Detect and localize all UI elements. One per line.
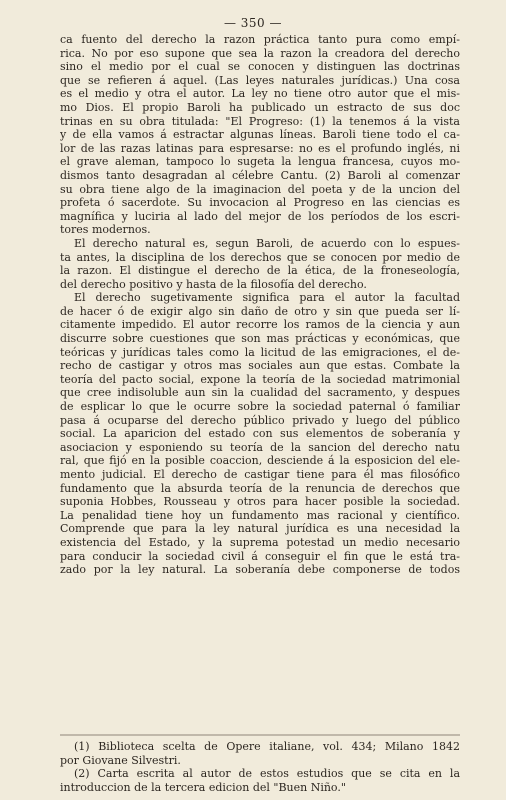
text-line: dismos tanto desagradan al célebre Cantu. (2) Baroli al comenzar [60, 168, 460, 182]
text-line: para conducir la sociedad civil á conseguir el fin que le está tra- [60, 549, 460, 563]
text-line: ca fuento del derecho la razon práctica tanto pura como empí- [60, 33, 460, 46]
text-line: mo Dios. El propio Baroli ha publicado un estracto de sus doc [60, 100, 460, 114]
text-line: rica. No por eso supone que sea la razon la creadora del derecho [60, 46, 460, 60]
footnote-rule [60, 734, 460, 737]
text-line: el grave aleman, tampoco lo sugeta la lengua francesa, cuyos mo- [60, 155, 460, 169]
footnote-line: por Giovane Silvestri. [60, 753, 181, 767]
page-number: — 350 — [223, 16, 283, 30]
text-line: ral, que fijó en la posible coaccion, desciende á la esposicion del ele- [60, 454, 460, 468]
footnote-line: (2) Carta escrita al autor de estos estudios que se cita en la [74, 767, 460, 781]
text-line: trinas en su obra titulada: "El Progreso: (1) la tenemos á la vista [60, 114, 460, 128]
text-line: lor de las razas latinas para espresarse: no es el profundo inglés, ni [60, 141, 460, 155]
footnote-line: introduccion de la tercera edicion del "Buen Niño." [60, 780, 346, 794]
text-line: del derecho positivo y hasta de la filosofía del derecho. [60, 277, 367, 291]
text-line: de esplicar lo que le ocurre sobre la sociedad paternal ó familiar [60, 400, 460, 414]
text-line: ta antes, la disciplina de los derechos que se conocen por medio de [60, 250, 460, 264]
text-line: teoría del pacto social, expone la teoría de la sociedad matrimonial [60, 372, 460, 386]
body-text [60, 33, 460, 577]
text-line: existencia del Estado, y la suprema potestad un medio necesario [60, 535, 460, 549]
text-line: y de ella vamos á estractar algunas líneas. Baroli tiene todo el ca- [60, 128, 460, 142]
text-line: discurre sobre cuestiones que son mas prácticas y económicas, que [60, 332, 460, 346]
text-line: de hacer ó de exigir algo sin daño de otro y sin que pueda ser lí- [60, 304, 460, 318]
text-line: que se refieren á aquel. (Las leyes naturales jurídicas.) Una cosa [60, 73, 460, 87]
text-line: profeta ó sacerdote. Su invocacion al Progreso en las ciencias es [60, 196, 460, 210]
text-line: La penalidad tiene hoy un fundamento mas racional y científico. [60, 508, 460, 522]
footnote-line: (1) Biblioteca scelta de Opere italiane, vol. 434; Milano 1842 [74, 740, 460, 753]
text-line: magnífica y luciria al lado del mejor de los períodos de los escri- [60, 209, 460, 223]
text-line: sino el medio por el cual se conocen y distinguen las doctrinas [60, 60, 460, 74]
text-line: zado por la ley natural. La soberanía debe componerse de todos [60, 563, 460, 577]
text-line: que cree indisoluble aun sin la cualidad del sacramento, y despues [60, 386, 460, 400]
text-line: es el medio y otra el autor. La ley no tiene otro autor que el mis- [60, 87, 460, 101]
text-line: mento judicial. El derecho de castigar tiene para él mas filosófico [60, 468, 460, 481]
text-line: su obra tiene algo de la imaginacion del poeta y de la uncion del [60, 182, 460, 196]
text-line: la razon. El distingue el derecho de la ética, de la froneseología, [60, 264, 460, 278]
text-line: asociacion y esponiendo su teoría de la sancion del derecho natu [60, 440, 460, 454]
text-line: fundamento que la absurda teoría de la renuncia de derechos que [60, 481, 460, 495]
footnotes [60, 740, 460, 794]
text-line: El derecho natural es, segun Baroli, de acuerdo con lo espues- [74, 236, 460, 250]
text-line: recho de castigar y otros mas sociales aun que estas. Combate la [60, 359, 460, 373]
text-line: tores modernos. [60, 223, 151, 237]
text-line: pasa á ocuparse del derecho público privado y luego del público [60, 413, 460, 427]
text-line: social. La aparicion del estado con sus elementos de soberanía y [60, 427, 460, 441]
text-line: suponia Hobbes, Rousseau y otros para hacer posible la sociedad. [60, 495, 460, 509]
text-line: El derecho sugetivamente significa para el autor la facultad [74, 291, 460, 305]
text-line: Comprende que para la ley natural jurídica es una necesidad la [60, 522, 460, 536]
text-line: teóricas y jurídicas tales como la licitud de las emigraciones, el de- [60, 345, 460, 359]
text-line: citamente impedido. El autor recorre los ramos de la ciencia y aun [60, 318, 460, 332]
